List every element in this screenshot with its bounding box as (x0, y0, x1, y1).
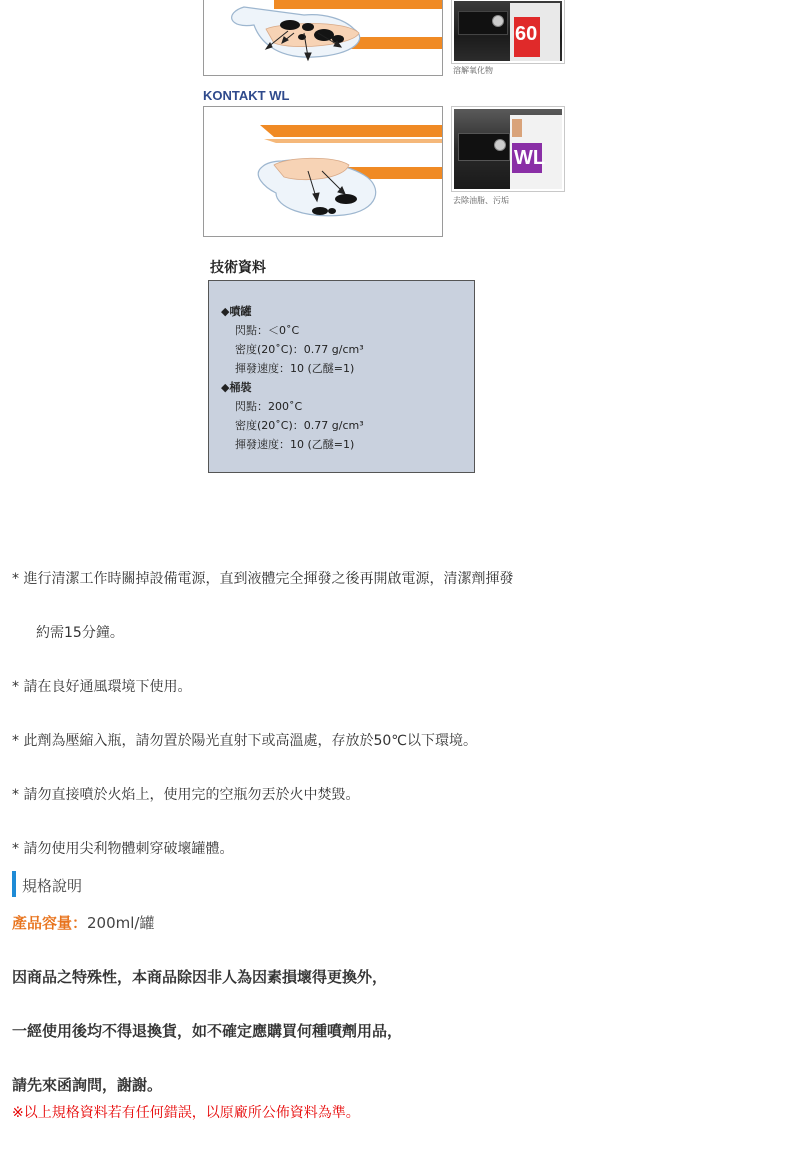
capacity-value: 200ml/罐 (87, 914, 155, 932)
spray-flash-point: 閃點：＜0˚C (235, 324, 300, 337)
note-fire: * 請勿直接噴於火焰上，使用完的空瓶勿丟於火中焚毀。 (12, 787, 360, 803)
note-power-off: * 進行清潔工作時關掉設備電源，直到液體完全揮發之後再開啟電源，清潔劑揮發 (12, 571, 514, 587)
note-puncture: * 請勿使用尖利物體刺穿破壞罐體。 (12, 841, 234, 857)
spray-can-title: ◆噴罐 (221, 305, 252, 318)
bucket-density: 密度(20˚C)：0.77 g/cm³ (235, 419, 364, 432)
bucket-title: ◆桶裝 (221, 381, 252, 394)
contact-cleaning-illustration (204, 0, 442, 75)
spec-title-accent-bar (12, 871, 16, 897)
note-storage: * 此劑為壓縮入瓶，請勿置於陽光直射下或高溫處，存放於50℃以下環境。 (12, 733, 477, 749)
tech-data-box (208, 280, 475, 473)
return-policy-line-2: 一經使用後均不得退換貨，如不確定應購買何種噴劑用品， (12, 1022, 403, 1040)
photo-caption: 溶解氧化物 (453, 66, 493, 75)
bucket-evaporation-rate: 揮發速度：10 (乙醚=1) (235, 438, 355, 451)
spray-can-photo (454, 109, 562, 189)
contact-plate-upper-shade (264, 139, 442, 143)
note-power-off-continued: 約需15分鐘。 (36, 625, 124, 641)
contact-plate-upper (260, 125, 442, 137)
photo-caption: 去除油脂、污垢 (453, 196, 509, 205)
spray-evaporation-rate: 揮發速度：10 (乙醚=1) (235, 362, 355, 375)
return-policy-line-3: 請先來函詢問，謝謝。 (12, 1076, 163, 1094)
grease-particle (328, 208, 336, 214)
return-policy-line-1: 因商品之特殊性，本商品除因非人為因素損壞得更換外， (12, 968, 388, 986)
capacity-label: 產品容量： (12, 914, 88, 932)
grease-particle (312, 207, 328, 215)
product-capacity (12, 912, 154, 933)
oxide-particle (280, 20, 300, 30)
contact-plate-upper (274, 0, 442, 9)
product-2-diagram (203, 106, 443, 237)
spec-disclaimer: ※以上規格資料若有任何錯誤，以原廠所公佈資料為準。 (12, 1105, 360, 1121)
grease-cleaning-illustration (204, 107, 442, 236)
product-1-diagram (203, 0, 443, 76)
oxide-particle (302, 23, 314, 31)
spray-density: 密度(20˚C)：0.77 g/cm³ (235, 343, 364, 356)
spec-section-title: 規格說明 (22, 877, 83, 895)
product-2-photo (451, 106, 565, 192)
bucket-flash-point: 閃點：200˚C (235, 400, 303, 413)
product-1-photo (451, 0, 565, 64)
can-label-text: WL (514, 147, 546, 169)
spray-can-photo (454, 1, 562, 61)
oxide-particle (314, 29, 334, 41)
grease-particle (335, 194, 357, 204)
product-name: KONTAKT WL (203, 88, 290, 103)
can-label-text: 60 (515, 23, 538, 45)
note-ventilation: * 請在良好通風環境下使用。 (12, 679, 192, 695)
tech-data-heading: 技術資料 (210, 260, 266, 276)
